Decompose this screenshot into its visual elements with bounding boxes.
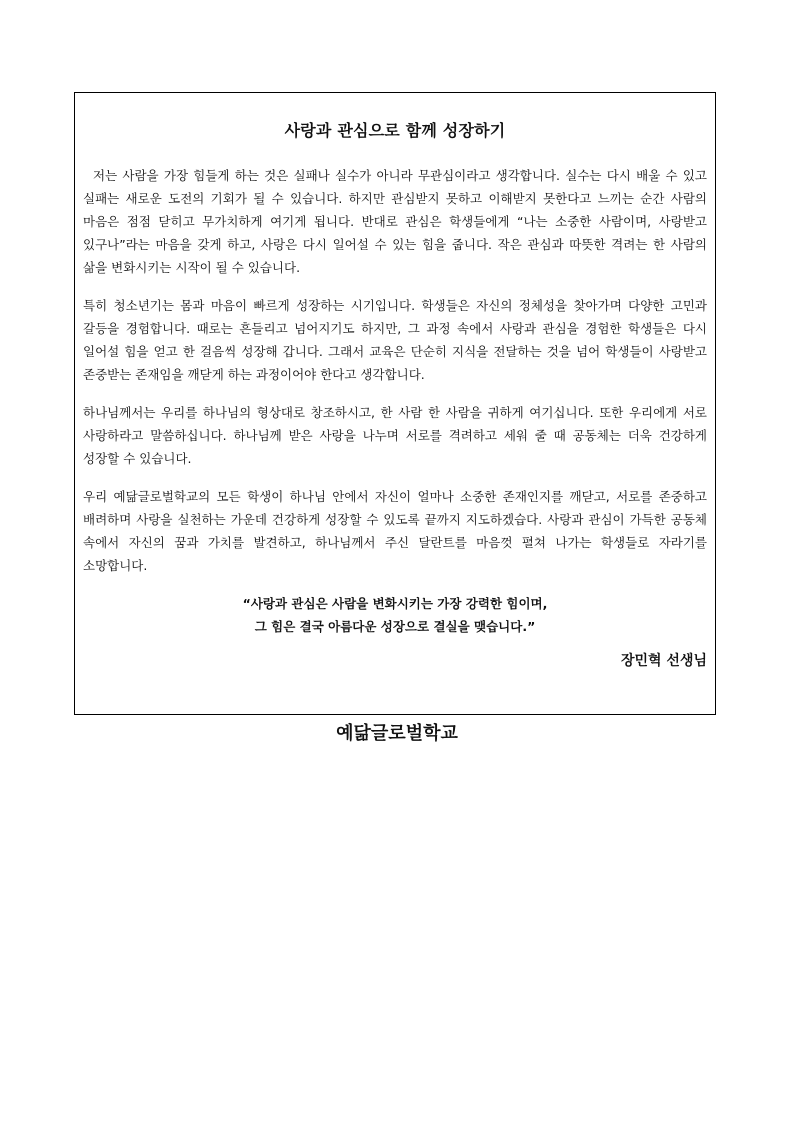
essay-box (74, 92, 716, 715)
quote-line-2: 그 힘은 결국 아름다운 성장으로 결실을 맺습니다.” (254, 619, 536, 634)
paragraph-3: 하나님께서는 우리를 하나님의 형상대로 창조하시고, 한 사람 한 사람을 귀하게 여기십니다. 또한 우리에게 서로 사랑하라고 말씀하십니다. 하나님께 받은 사랑을 나누며 서로를 격려하고 세워 줄 때 공동체는 더욱 건강하게 성장할 수 있습니다. (83, 405, 707, 466)
school-name: 예닮글로벌학교 (336, 723, 458, 744)
essay-title: 사랑과 관심으로 함께 성장하기 (284, 121, 506, 140)
paragraph-2: 특히 청소년기는 몸과 마음이 빠르게 성장하는 시기입니다. 학생들은 자신의 정체성을 찾아가며 다양한 고민과 갈등을 경험합니다. 때로는 흔들리고 넘어지기도 하지만, 그 과정 속에서 사랑과 관심을 경험한 학생들은 다시 일어설 힘을 얻고 한 걸음씩 성장해 갑니다. 그래서 교육은 단순히 지식을 전달하는 것을 넘어 학생들이 사랑받고 존중받는 존재임을 깨닫게 하는 과정이어야 한다고 생각합니다. (83, 298, 707, 382)
closing-quote (83, 592, 707, 638)
quote-line-1: “사랑과 관심은 사람을 변화시키는 가장 강력한 힘이며, (242, 596, 548, 611)
author-signature: 장민혁 선생님 (620, 653, 707, 669)
paragraph-4: 우리 예닮글로벌학교의 모든 학생이 하나님 안에서 자신이 얼마나 소중한 존재인지를 깨닫고, 서로를 존중하고 배려하며 사랑을 실천하는 가운데 건강하게 성장할 수 있도록 끝까지 지도하겠습다. 사랑과 관심이 가득한 공동체 속에서 자신의 꿈과 가치를 발견하고, 하나님께서 주신 달란트를 마음껏 펼쳐 나가는 학생들로 자라기를 소망합니다. (83, 489, 707, 573)
paragraph-1: 저는 사람을 가장 힘들게 하는 것은 실패나 실수가 아니라 무관심이라고 생각합니다. 실수는 다시 배울 수 있고 실패는 새로운 도전의 기회가 될 수 있습니다. 하지만 관심받지 못하고 이해받지 못한다고 느끼는 순간 사람의 마음은 점점 닫히고 무가치하게 여기게 됩니다. 반대로 관심은 학생들에게 “나는 소중한 사람이며, 사랑받고 있구나”라는 마음을 갖게 하고, 사랑은 다시 일어설 수 있는 힘을 줍니다. 작은 관심과 따뜻한 격려는 한 사람의 삶을 변화시키는 시작이 될 수 있습니다. (83, 168, 707, 275)
